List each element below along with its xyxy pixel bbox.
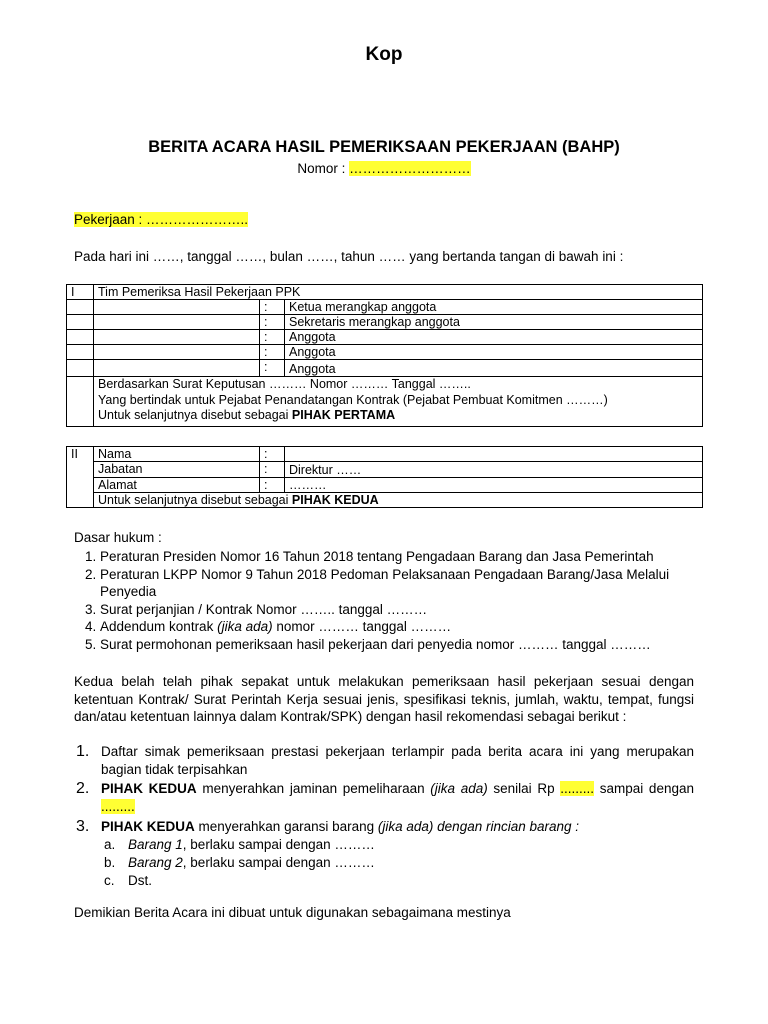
date-highlight: .........	[101, 799, 135, 814]
field-label: Nama	[94, 447, 260, 462]
list-item: 1. Peraturan Presiden Nomor 16 Tahun 2018 tentang Pengadaan Barang dan Jasa Pemerintah	[100, 548, 720, 566]
agreement-paragraph: Kedua belah telah pihak sepakat untuk melakukan pemeriksaan hasil pekerjaan sesuai dengan ketentuan Kontrak/ Surat Perintah Kerja sesuai jenis, spesifikasi teknis, jumlah, waktu, tempat, fungsi dan/atau ketentuan lainnya dalam Kontrak/SPK) dengan hasil rekomendasi sebagai berikut :	[74, 674, 694, 724]
colon: :	[260, 462, 285, 478]
colon: :	[260, 300, 285, 315]
result-item-2	[74, 780, 694, 816]
nomor-value-highlight: ………………………	[349, 161, 471, 176]
item-text: PIHAK KEDUA menyerahkan jaminan pemeliharaan (jika ada) senilai Rp ......... sampai dengan .........	[101, 781, 694, 814]
list-item: 2. Peraturan LKPP Nomor 9 Tahun 2018 Pedoman Pelaksanaan Pengadaan Barang/Jasa Melalui Penyedia	[100, 566, 720, 601]
item-text: PIHAK KEDUA menyerahkan garansi barang (jika ada) dengan rincian barang :	[101, 819, 580, 834]
field-label: Jabatan	[94, 462, 260, 478]
document-title: BERITA ACARA HASIL PEMERIKSAAN PEKERJAAN (BAHP)	[148, 138, 620, 156]
colon: :	[260, 330, 285, 345]
intro-line: Pada hari ini ……, tanggal ……, bulan ……, tahun …… yang bertanda tangan di bawah ini :	[74, 249, 624, 264]
amount-highlight: .........	[560, 781, 595, 796]
footer-role: Yang bertindak untuk Pejabat Penandatangan Kontrak (Pejabat Pembuat Komitmen ………)	[98, 392, 608, 407]
table-row	[67, 447, 703, 462]
pekerjaan-highlight: Pekerjaan : …………………..	[74, 212, 249, 227]
member-role: Ketua merangkap anggota	[285, 300, 703, 315]
list-item: 3. Surat perjanjian / Kontrak Nomor …….. tanggal ………	[100, 601, 720, 619]
pihak-pertama-label: PIHAK PERTAMA	[291, 408, 396, 422]
sub-item-c: c. Dst.	[104, 873, 153, 888]
legal-basis-heading: Dasar hukum :	[74, 530, 162, 545]
legal-basis-list	[74, 548, 720, 653]
member-role: Anggota	[285, 330, 703, 345]
table-row	[67, 360, 703, 377]
item-number: 1.	[76, 743, 90, 760]
field-value: Direktur ……	[285, 462, 703, 478]
member-role: Sekretaris merangkap anggota	[285, 315, 703, 330]
list-item: 5. Surat permohonan pemeriksaan hasil pekerjaan dari penyedia nomor ……… tanggal ………	[100, 636, 720, 654]
table-row	[67, 478, 703, 493]
item-number: 2.	[76, 780, 90, 797]
item-text: Daftar simak pemeriksaan prestasi pekerjaan terlampir pada berita acara ini yang merupakan bagian tidak terpisahkan	[101, 744, 694, 777]
table-row	[67, 462, 703, 478]
team-table-number: I	[67, 285, 94, 300]
nomor-label: Nomor :	[297, 161, 350, 176]
table-row	[67, 345, 703, 360]
table-row	[67, 315, 703, 330]
colon: :	[260, 360, 285, 377]
team-table-footer	[94, 377, 703, 427]
table-row	[67, 330, 703, 345]
team-table-footer-row	[67, 377, 703, 427]
vendor-table-footer-row	[67, 493, 703, 508]
item-number: 3.	[76, 818, 90, 835]
field-label: Alamat	[94, 478, 260, 493]
pekerjaan-line	[74, 212, 248, 227]
result-item-3	[74, 818, 694, 836]
team-table-heading: Tim Pemeriksa Hasil Pekerjaan PPK	[94, 285, 703, 300]
team-table	[66, 284, 703, 427]
team-table-heading-row	[67, 285, 703, 300]
pihak-kedua-label: PIHAK KEDUA	[291, 493, 379, 507]
colon: :	[260, 447, 285, 462]
result-item-1	[74, 743, 694, 779]
field-value: ………	[285, 478, 703, 493]
field-value	[285, 447, 703, 462]
closing-statement: Demikian Berita Acara ini dibuat untuk digunakan sebagaimana mestinya	[74, 905, 511, 920]
colon: :	[260, 345, 285, 360]
colon: :	[260, 315, 285, 330]
kop-header: Kop	[365, 44, 403, 65]
table-row	[67, 300, 703, 315]
list-item: 4. Addendum kontrak (jika ada) nomor ……… tanggal ………	[100, 618, 720, 636]
vendor-table-footer: Untuk selanjutnya disebut sebagai PIHAK KEDUA	[94, 493, 703, 508]
vendor-table-number: II	[67, 447, 94, 508]
member-role: Anggota	[285, 360, 703, 377]
member-role: Anggota	[285, 345, 703, 360]
document-number	[0, 161, 768, 176]
vendor-table	[66, 446, 703, 508]
sub-item-a: a. Barang 1, berlaku sampai dengan ………	[104, 837, 375, 852]
sub-item-b: b. Barang 2, berlaku sampai dengan ………	[104, 855, 375, 870]
footer-party: Untuk selanjutnya disebut sebagai PIHAK PERTAMA	[98, 408, 396, 422]
footer-decree: Berdasarkan Surat Keputusan ……… Nomor ……… Tanggal ……..	[98, 377, 471, 391]
colon: :	[260, 478, 285, 493]
